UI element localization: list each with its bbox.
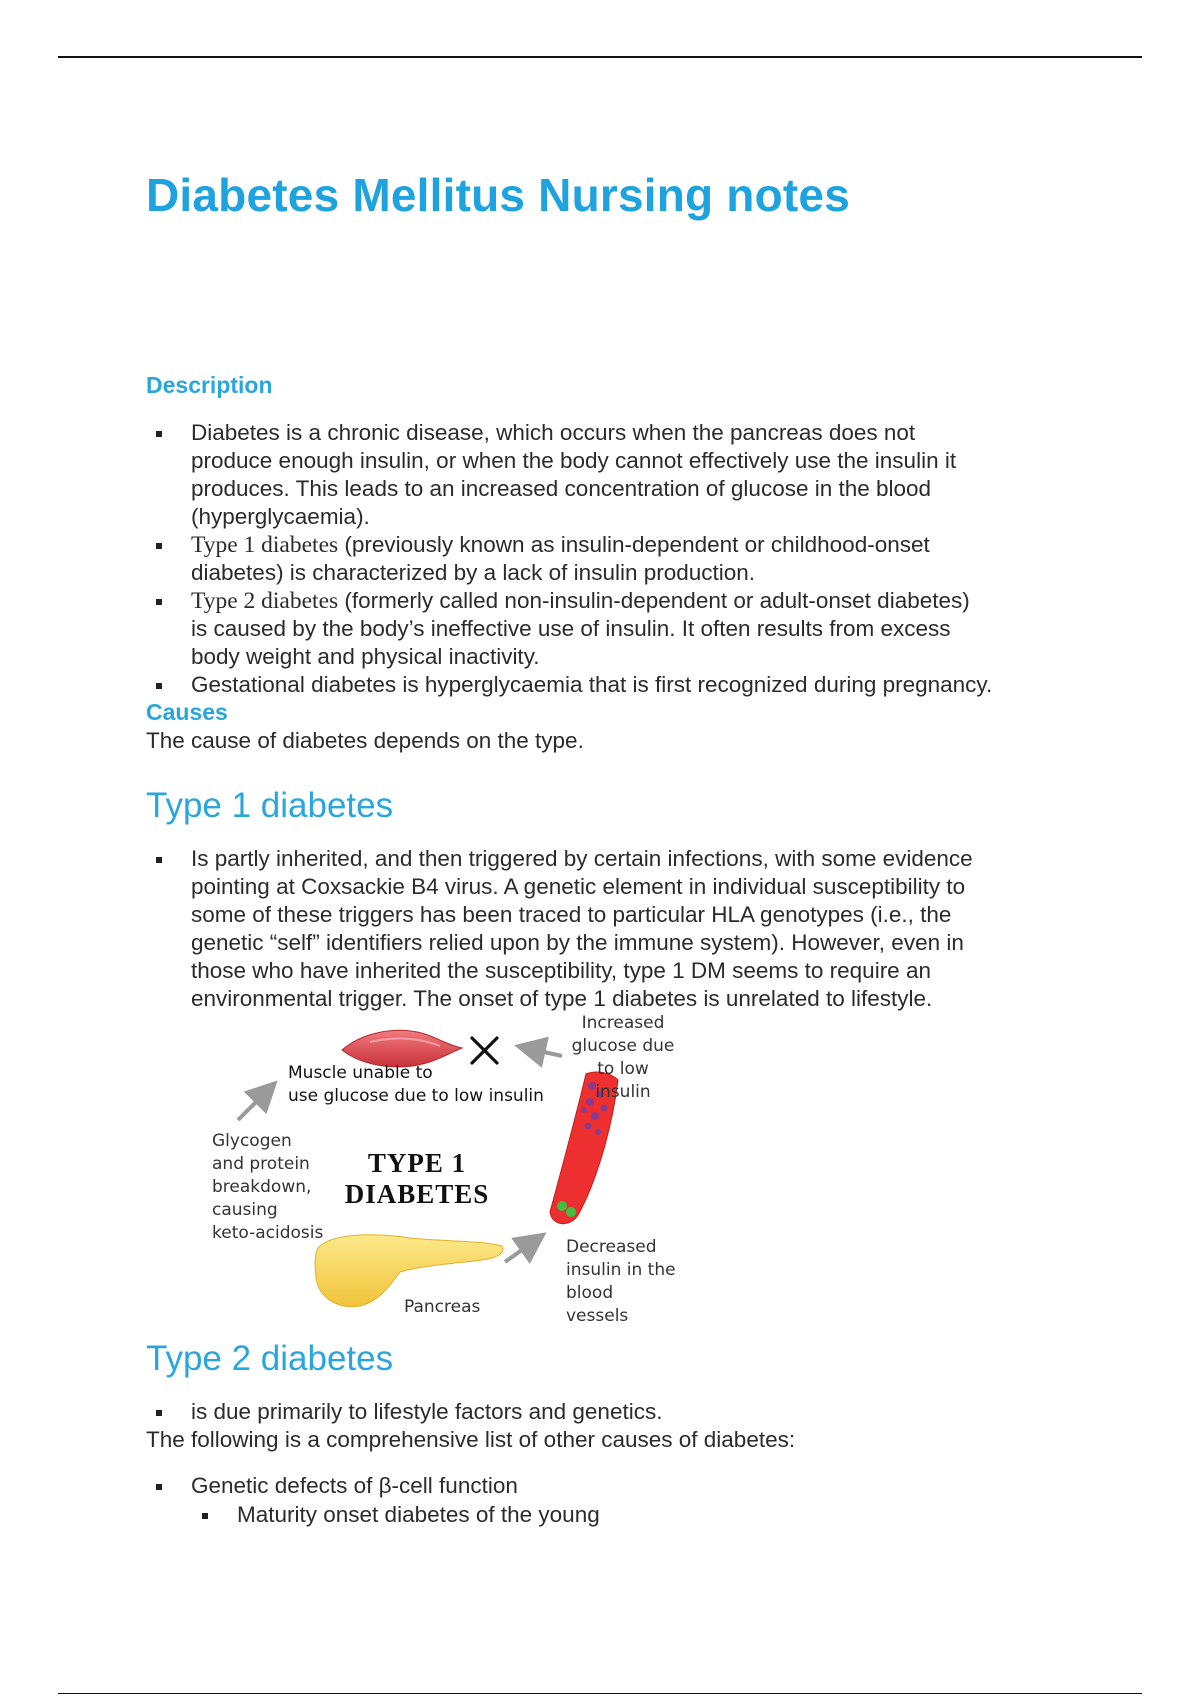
other-causes-sublist [192,1501,600,1529]
causes-intro: The cause of diabetes depends on the type. [146,728,584,753]
type1-list [146,845,973,1013]
term-type1: Type 1 diabetes [191,532,339,558]
pancreas-label: Pancreas [404,1297,481,1317]
type1-diagram [200,1010,690,1330]
muscle-label: Muscle unable to use glucose due to low insulin [288,1063,544,1106]
list-item: Type 2 diabetes (formerly called non-insulin-dependent or adult-onset diabetes) is caused by the body’s ineffective use of insulin. It often results from excess body weight and physical inactivity. [146,587,992,671]
bullet-marker [202,1513,208,1519]
page-title: Diabetes Mellitus Nursing notes [146,169,850,221]
type2-heading: Type 2 diabetes [146,1339,394,1378]
bullet-marker [156,599,162,605]
type2-list [146,1398,662,1426]
causes-heading: Causes [146,699,228,725]
list-item: Diabetes is a chronic disease, which occurs when the pancreas does not produce enough insulin, or when the body cannot effectively use the insulin it produces. This leads to an increased concentration of glucose in the blood (hyperglycaemia). [146,419,992,531]
arrow-pancreas-to-vessel [505,1237,540,1262]
other-causes-list [146,1472,518,1500]
bullet-marker [156,857,162,863]
description-list [146,419,992,699]
glycogen-label: Glycogen and protein breakdown, causing keto-acidosis [212,1131,324,1243]
list-item: Genetic defects of β-cell function [146,1472,518,1500]
insulin-label: Decreased insulin in the blood vessels [566,1237,676,1326]
list-item: is due primarily to lifestyle factors and genetics. [146,1398,662,1426]
type1-heading: Type 1 diabetes [146,786,394,825]
arrow-glycogen-to-muscle [238,1086,272,1120]
list-item: Maturity onset diabetes of the young [192,1501,600,1529]
term-type2: Type 2 diabetes [191,588,339,614]
bullet-marker [156,683,162,689]
other-causes-intro: The following is a comprehensive list of other causes of diabetes: [146,1427,796,1452]
bullet-marker [156,431,162,437]
list-item: Is partly inherited, and then triggered by certain infections, with some evidence pointing at Coxsackie B4 virus. A genetic element in individual susceptibility to some of these triggers has been traced to particular HLA genotypes (i.e., the genetic “self” identifiers relied upon by the immune system). However, even in those who have inherited the susceptibility, type 1 DM seems to require an environmental trigger. The onset of type 1 diabetes is unrelated to lifestyle. [146,845,973,1013]
footer-rule [58,1693,1142,1694]
header-rule [58,56,1142,58]
bullet-marker [156,1484,162,1490]
type1-diagram-title: TYPE 1 DIABETES [344,1148,490,1209]
glucose-label: Increased glucose due to low insulin [571,1013,675,1102]
close-icon [472,1038,497,1063]
arrow-glucose-to-muscle [522,1047,562,1056]
bullet-marker [156,1410,162,1416]
bullet-marker [156,543,162,549]
list-item: Type 1 diabetes (previously known as insulin-dependent or childhood-onset diabetes) is characterized by a lack of insulin production. [146,531,992,587]
description-heading: Description [146,372,273,398]
list-item: Gestational diabetes is hyperglycaemia that is first recognized during pregnancy. [146,671,992,699]
